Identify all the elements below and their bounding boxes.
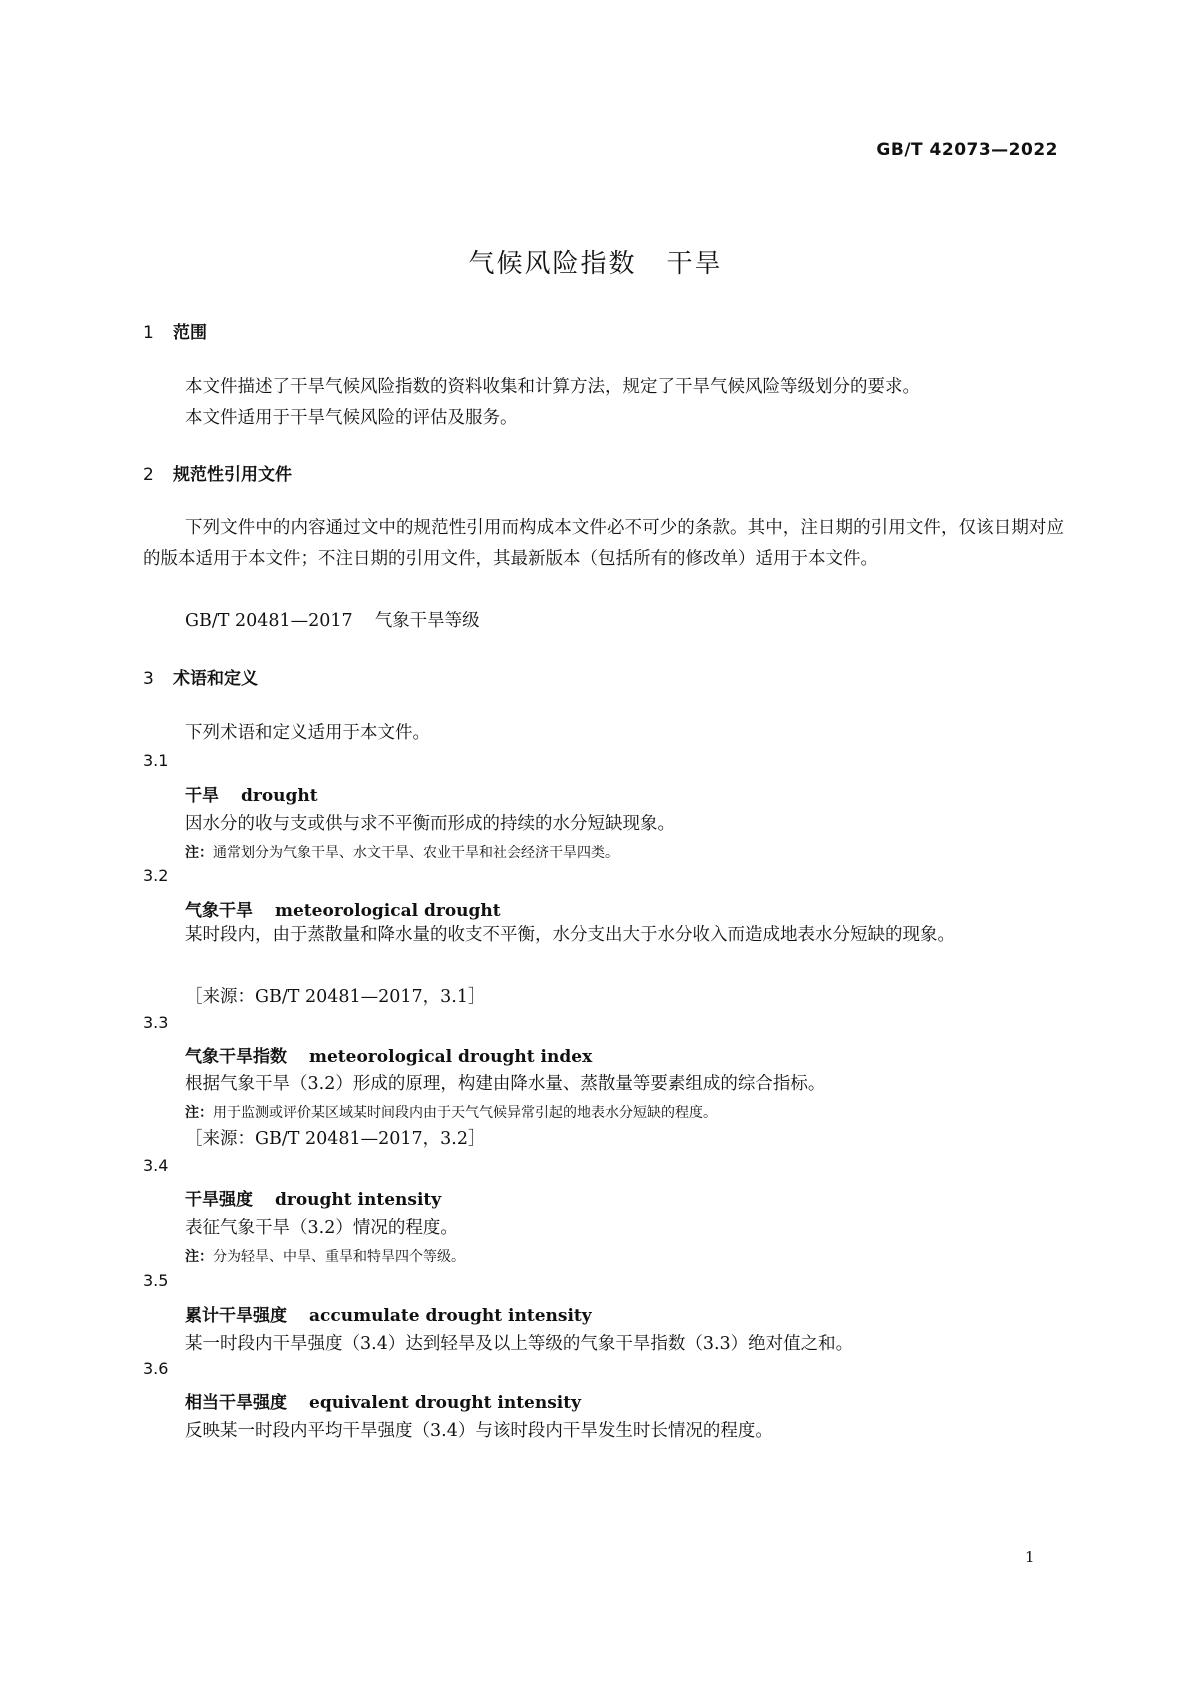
note-text: 分为轻旱、中旱、重旱和特旱四个等级。 [213,1249,465,1265]
title-part-1: 气候风险指数 [468,249,637,279]
term-en: drought [241,786,318,806]
clause-number: 3.5 [143,1271,169,1290]
section-number: 2 [143,465,154,485]
term-en: drought intensity [275,1190,442,1210]
section-3-intro: 下列术语和定义适用于本文件。 [185,723,430,743]
note-label: 注： [185,845,213,861]
term-zh: 相当干旱强度 [185,1393,287,1413]
section-1-paragraph-1: 本文件描述了干旱气候风险指数的资料收集和计算方法，规定了干旱气候风险等级划分的要求。 [185,377,920,397]
term-zh: 气象干旱 [185,901,253,921]
term-heading [185,896,501,921]
section-title: 规范性引用文件 [173,465,292,485]
note-text: 通常划分为气象干旱、水文干旱、农业干旱和社会经济干旱四类。 [213,845,619,861]
standard-number: GB/T 42073—2022 [876,140,1058,160]
section-title: 范围 [173,323,207,343]
term-source: ［来源：GB/T 20481—2017，3.1］ [185,987,486,1007]
term-en: equivalent drought intensity [309,1393,581,1413]
normative-reference [185,607,480,632]
clause-number: 3.6 [143,1359,169,1378]
page-number: 1 [1025,1548,1035,1566]
term-en: meteorological drought [275,901,501,921]
clause-number: 3.4 [143,1156,169,1175]
term-definition: 反映某一时段内平均干旱强度（3.4）与该时段内干旱发生时长情况的程度。 [185,1421,773,1441]
term-note [185,1246,465,1266]
title-part-2: 干旱 [666,249,723,279]
term-heading [185,1388,581,1413]
reference-code: GB/T 20481—2017 [185,611,353,631]
reference-title: 气象干旱等级 [374,611,480,631]
term-zh: 气象干旱指数 [185,1047,287,1067]
term-heading [185,1185,441,1210]
term-heading [185,1042,592,1067]
term-en: meteorological drought index [309,1047,593,1067]
term-zh: 干旱强度 [185,1190,253,1210]
term-definition: 表征气象干旱（3.2）情况的程度。 [185,1218,458,1238]
clause-number: 3.1 [143,751,169,770]
term-en: accumulate drought intensity [309,1306,592,1326]
term-source: ［来源：GB/T 20481—2017，3.2］ [185,1129,486,1149]
note-label: 注： [185,1249,213,1265]
section-1-heading [143,318,207,343]
term-heading [185,1301,592,1326]
clause-number: 3.2 [143,866,169,885]
term-definition: 某一时段内干旱强度（3.4）达到轻旱及以上等级的气象干旱指数（3.3）绝对值之和。 [185,1334,854,1354]
document-title [0,243,1191,280]
term-zh: 累计干旱强度 [185,1306,287,1326]
note-text: 用于监测或评价某区域某时间段内由于天气气候异常引起的地表水分短缺的程度。 [213,1105,717,1121]
section-2-heading [143,460,292,485]
term-heading [185,781,318,806]
term-note [185,1102,717,1122]
note-label: 注： [185,1105,213,1121]
clause-number: 3.3 [143,1013,169,1032]
term-note [185,842,619,862]
term-definition: 某时段内，由于蒸散量和降水量的收支不平衡，水分支出大于水分收入而造成地表水分短缺的现象。 [185,925,955,945]
section-2-paragraph: 下列文件中的内容通过文中的规范性引用而构成本文件必不可少的条款。其中，注日期的引用文件，仅该日期对应的版本适用于本文件；不注日期的引用文件，其最新版本（包括所有的修改单）适用于本文件。 [143,518,1064,569]
term-zh: 干旱 [185,786,219,806]
section-1-paragraph-2: 本文件适用于干旱气候风险的评估及服务。 [185,408,518,428]
term-definition: 因水分的收与支或供与求不平衡而形成的持续的水分短缺现象。 [185,814,675,834]
section-title: 术语和定义 [173,669,258,689]
term-definition: 根据气象干旱（3.2）形成的原理，构建由降水量、蒸散量等要素组成的综合指标。 [185,1074,826,1094]
section-number: 1 [143,323,154,343]
section-number: 3 [143,669,154,689]
section-3-heading [143,664,258,689]
